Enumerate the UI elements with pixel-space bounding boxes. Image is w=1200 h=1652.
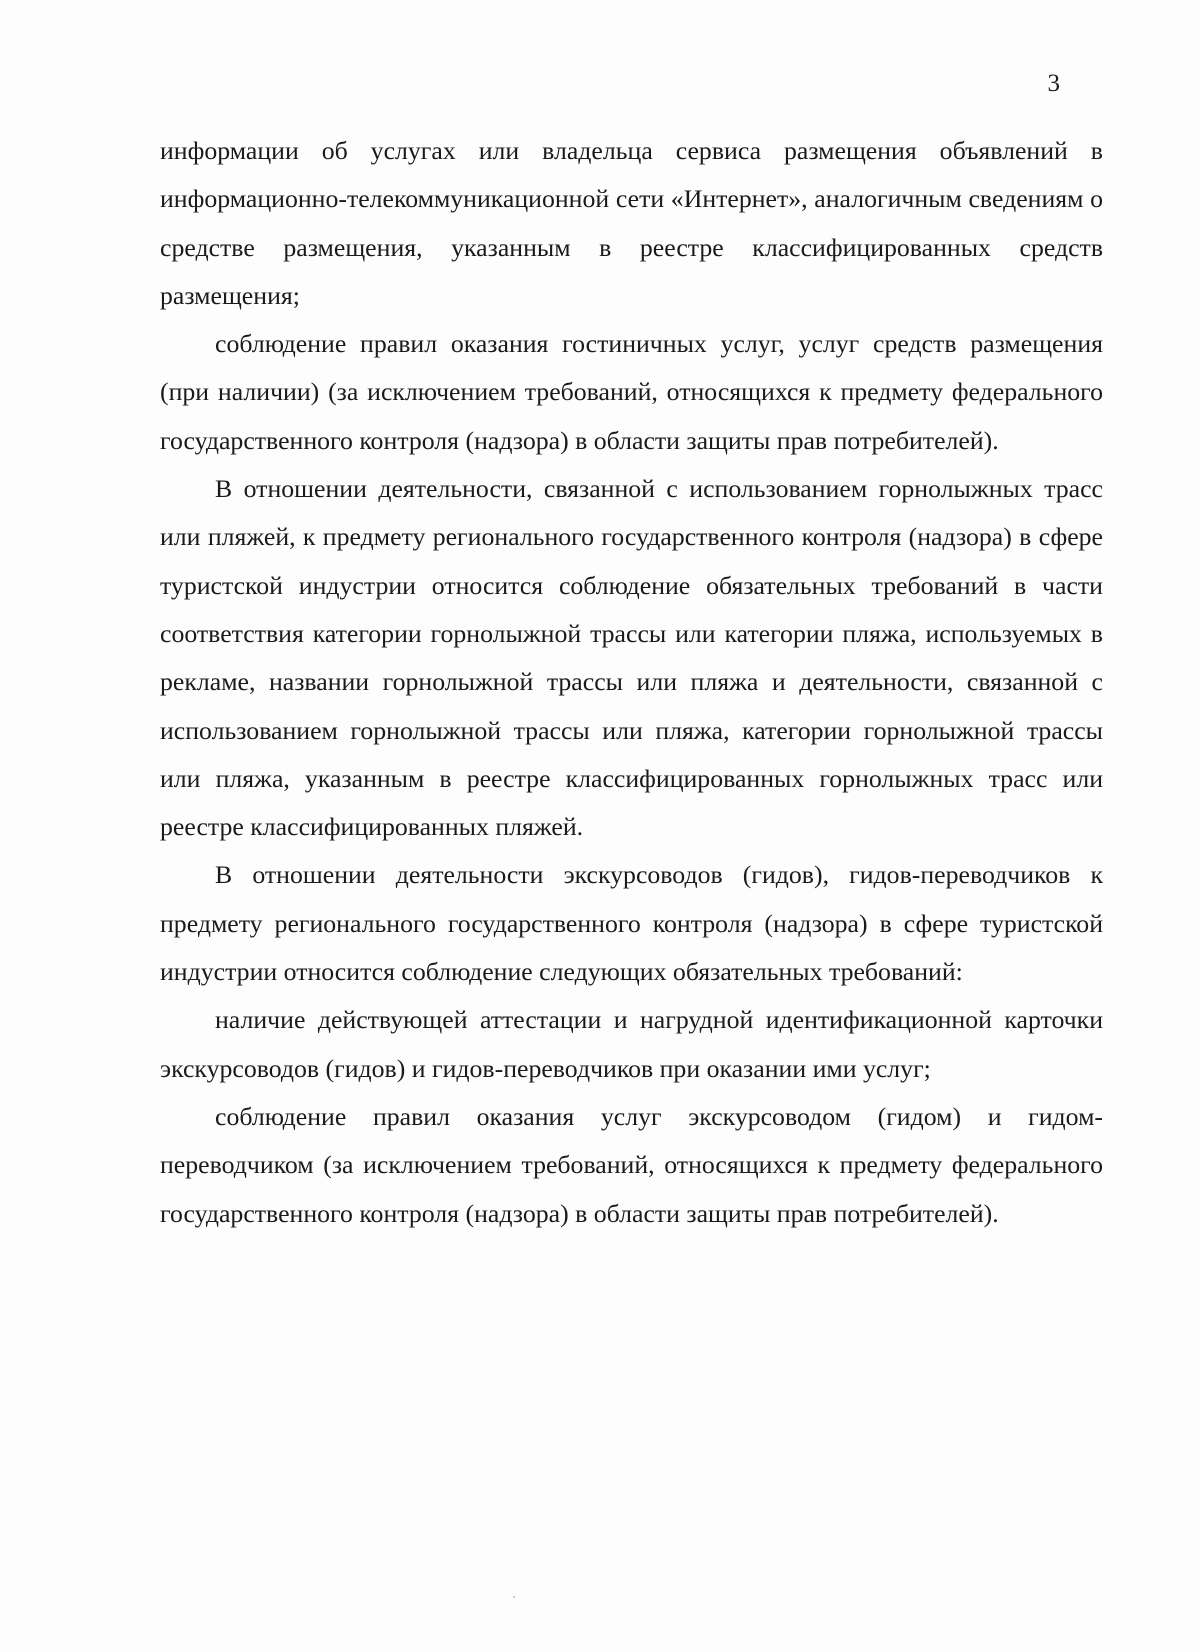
paragraph-guide-attestation: наличие действующей аттестации и нагрудной идентификационной карточки экскурсоводов (гидов) и гидов-переводчиков при оказании ими услуг; <box>160 1005 1103 1083</box>
paragraph-guide-rules: соблюдение правил оказания услуг экскурсоводом (гидом) и гидом-переводчиком (за исключением требований, относящихся к предмету федерального государственного контроля (надзора) в области защиты прав потребителей). <box>160 1101 1103 1228</box>
paragraph-continuation: информации об услугах или владельца сервиса размещения объявлений в информационно-телекоммуникационной сети «Интернет», аналогичным сведениям о средстве размещения, указанным в реестре классифицированных средств размещения; <box>160 136 1103 310</box>
paragraph-ski-slopes-beaches: В отношении деятельности, связанной с использованием горнолыжных трасс или пляжей, к предмету регионального государственного контроля (надзора) в сфере туристской индустрии относится соблюдение обязательных требований в части соответствия категории горнолыжной трассы или категории пляжа, используемых в рекламе, названии горнолыжной трассы или пляжа и деятельности, связанной с использованием горнолыжной трассы или пляжа, категории горнолыжной трассы или пляжа, указанным в реестре классифицированных горнолыжных трасс или реестре классифицированных пляжей. <box>160 474 1103 842</box>
paragraph-hotel-rules: соблюдение правил оказания гостиничных услуг, услуг средств размещения (при наличии) (за исключением требований, относящихся к предмету федерального государственного контроля (надзора) в области защиты прав потребителей). <box>160 329 1103 455</box>
scan-speck <box>513 1596 515 1598</box>
document-body <box>160 127 1103 1238</box>
paragraph-guides-intro: В отношении деятельности экскурсоводов (гидов), гидов-переводчиков к предмету регионального государственного контроля (надзора) в сфере туристской индустрии относится соблюдение следующих обязательных требований: <box>160 860 1103 987</box>
page-number: 3 <box>1047 70 1060 97</box>
